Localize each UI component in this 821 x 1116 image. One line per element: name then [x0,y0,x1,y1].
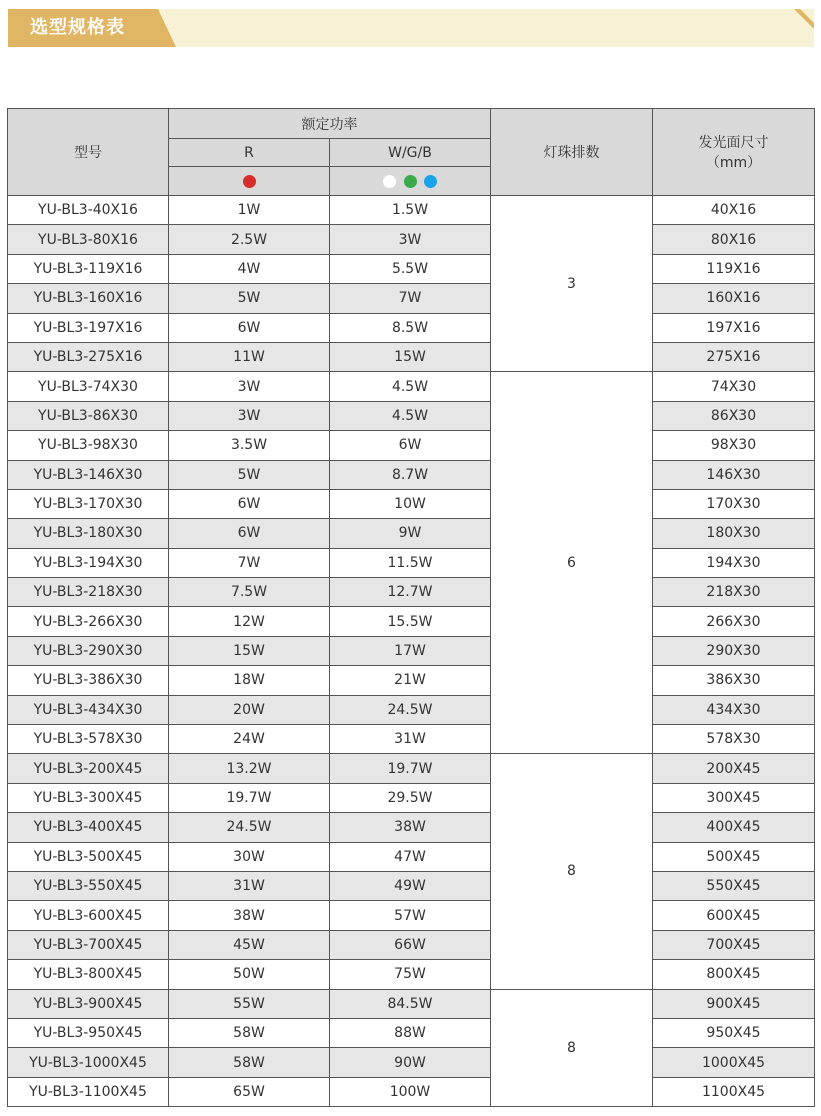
table-row [8,636,815,665]
cell-model: YU-BL3-600X45 [8,901,169,930]
table-row [8,489,815,518]
table-body [8,196,815,1107]
cell-power-r: 4W [169,254,330,283]
header-wgb-indicator [330,167,491,196]
cell-power-r: 13.2W [169,754,330,783]
table-row [8,401,815,430]
cell-power-r: 45W [169,930,330,959]
cell-model: YU-BL3-386X30 [8,666,169,695]
table-header [8,109,815,196]
cell-emitting-size: 218X30 [653,578,815,607]
cell-model: YU-BL3-194X30 [8,548,169,577]
cell-power-r: 5W [169,284,330,313]
cell-power-wgb: 57W [330,901,491,930]
cell-model: YU-BL3-80X16 [8,225,169,254]
header-r-indicator [169,167,330,196]
cell-power-wgb: 31W [330,725,491,754]
section-banner [8,9,814,47]
cell-power-wgb: 24.5W [330,695,491,724]
cell-power-wgb: 1.5W [330,196,491,225]
cell-power-r: 3.5W [169,431,330,460]
cell-emitting-size: 98X30 [653,431,815,460]
cell-model: YU-BL3-800X45 [8,960,169,989]
corner-fold-inner [800,9,814,23]
cell-model: YU-BL3-950X45 [8,1018,169,1047]
cell-model: YU-BL3-578X30 [8,725,169,754]
table-row [8,460,815,489]
cell-led-rows: 3 [491,196,653,372]
cell-model: YU-BL3-550X45 [8,871,169,900]
table-row [8,578,815,607]
cell-power-r: 5W [169,460,330,489]
cell-power-r: 2.5W [169,225,330,254]
cell-emitting-size: 194X30 [653,548,815,577]
cell-model: YU-BL3-160X16 [8,284,169,313]
cell-model: YU-BL3-98X30 [8,431,169,460]
cell-power-r: 15W [169,636,330,665]
cell-emitting-size: 578X30 [653,725,815,754]
header-rated-power: 额定功率 [169,109,491,139]
cell-model: YU-BL3-275X16 [8,342,169,371]
cell-emitting-size: 80X16 [653,225,815,254]
cell-power-wgb: 100W [330,1077,491,1106]
cell-power-r: 19.7W [169,783,330,812]
cell-power-r: 24W [169,725,330,754]
table-row [8,254,815,283]
cell-emitting-size: 386X30 [653,666,815,695]
cell-emitting-size: 900X45 [653,989,815,1018]
cell-power-r: 38W [169,901,330,930]
table-row [8,989,815,1018]
white-dot-icon [383,175,396,188]
cell-power-r: 30W [169,842,330,871]
cell-power-wgb: 84.5W [330,989,491,1018]
cell-emitting-size: 86X30 [653,401,815,430]
table-row [8,930,815,959]
cell-led-rows: 8 [491,989,653,1107]
header-model: 型号 [8,109,169,196]
cell-power-wgb: 17W [330,636,491,665]
header-led-rows: 灯珠排数 [491,109,653,196]
table-row [8,225,815,254]
cell-emitting-size: 1000X45 [653,1048,815,1077]
cell-power-wgb: 90W [330,1048,491,1077]
cell-model: YU-BL3-300X45 [8,783,169,812]
cell-power-r: 58W [169,1048,330,1077]
cell-model: YU-BL3-180X30 [8,519,169,548]
cell-emitting-size: 170X30 [653,489,815,518]
cell-power-r: 1W [169,196,330,225]
cell-emitting-size: 500X45 [653,842,815,871]
cell-model: YU-BL3-200X45 [8,754,169,783]
cell-power-r: 65W [169,1077,330,1106]
header-emitting-size-label: 发光面尺寸 [698,135,769,151]
green-dot-icon [404,175,417,188]
cell-model: YU-BL3-700X45 [8,930,169,959]
blue-dot-icon [424,175,437,188]
cell-power-wgb: 8.5W [330,313,491,342]
cell-emitting-size: 119X16 [653,254,815,283]
cell-model: YU-BL3-119X16 [8,254,169,283]
table-row [8,1077,815,1106]
red-dot-icon [243,175,256,188]
cell-power-r: 31W [169,871,330,900]
cell-power-wgb: 88W [330,1018,491,1047]
cell-power-wgb: 49W [330,871,491,900]
cell-emitting-size: 197X16 [653,313,815,342]
cell-emitting-size: 74X30 [653,372,815,401]
table-row [8,548,815,577]
cell-power-wgb: 3W [330,225,491,254]
cell-power-wgb: 47W [330,842,491,871]
cell-power-wgb: 9W [330,519,491,548]
cell-power-wgb: 4.5W [330,401,491,430]
cell-power-r: 3W [169,372,330,401]
cell-emitting-size: 700X45 [653,930,815,959]
table-row [8,519,815,548]
table-row [8,960,815,989]
cell-power-wgb: 7W [330,284,491,313]
cell-emitting-size: 950X45 [653,1018,815,1047]
cell-power-wgb: 6W [330,431,491,460]
cell-model: YU-BL3-170X30 [8,489,169,518]
cell-emitting-size: 146X30 [653,460,815,489]
cell-emitting-size: 1100X45 [653,1077,815,1106]
cell-led-rows: 6 [491,372,653,754]
table-row [8,313,815,342]
cell-emitting-size: 400X45 [653,813,815,842]
cell-power-r: 11W [169,342,330,371]
cell-model: YU-BL3-86X30 [8,401,169,430]
cell-model: YU-BL3-218X30 [8,578,169,607]
cell-emitting-size: 160X16 [653,284,815,313]
cell-power-r: 12W [169,607,330,636]
section-title: 选型规格表 [30,17,125,38]
header-emitting-size [653,109,815,196]
cell-model: YU-BL3-266X30 [8,607,169,636]
table-row [8,901,815,930]
cell-emitting-size: 550X45 [653,871,815,900]
cell-emitting-size: 266X30 [653,607,815,636]
header-emitting-size-unit: （mm） [705,155,762,171]
table-row [8,372,815,401]
cell-power-wgb: 21W [330,666,491,695]
cell-emitting-size: 434X30 [653,695,815,724]
cell-power-r: 6W [169,313,330,342]
cell-power-wgb: 29.5W [330,783,491,812]
cell-model: YU-BL3-1000X45 [8,1048,169,1077]
cell-model: YU-BL3-500X45 [8,842,169,871]
table-row [8,284,815,313]
table-row [8,754,815,783]
table-row [8,813,815,842]
cell-power-r: 6W [169,489,330,518]
cell-power-r: 18W [169,666,330,695]
cell-emitting-size: 300X45 [653,783,815,812]
cell-model: YU-BL3-900X45 [8,989,169,1018]
cell-model: YU-BL3-434X30 [8,695,169,724]
table-row [8,607,815,636]
table-row [8,1018,815,1047]
table-row [8,666,815,695]
header-wgb: W/G/B [330,139,491,167]
cell-power-wgb: 66W [330,930,491,959]
cell-power-wgb: 19.7W [330,754,491,783]
header-r: R [169,139,330,167]
cell-power-wgb: 4.5W [330,372,491,401]
table-row [8,1048,815,1077]
cell-model: YU-BL3-400X45 [8,813,169,842]
cell-power-r: 24.5W [169,813,330,842]
cell-model: YU-BL3-197X16 [8,313,169,342]
cell-emitting-size: 290X30 [653,636,815,665]
cell-power-wgb: 10W [330,489,491,518]
cell-emitting-size: 40X16 [653,196,815,225]
table-row [8,842,815,871]
cell-power-wgb: 12.7W [330,578,491,607]
table-row [8,783,815,812]
cell-power-r: 7W [169,548,330,577]
cell-power-wgb: 11.5W [330,548,491,577]
cell-power-wgb: 38W [330,813,491,842]
cell-model: YU-BL3-1100X45 [8,1077,169,1106]
cell-model: YU-BL3-146X30 [8,460,169,489]
cell-power-wgb: 75W [330,960,491,989]
cell-power-r: 6W [169,519,330,548]
table-row [8,725,815,754]
cell-power-r: 50W [169,960,330,989]
cell-emitting-size: 275X16 [653,342,815,371]
cell-power-wgb: 5.5W [330,254,491,283]
cell-power-r: 3W [169,401,330,430]
cell-emitting-size: 200X45 [653,754,815,783]
table-row [8,695,815,724]
cell-model: YU-BL3-74X30 [8,372,169,401]
cell-emitting-size: 180X30 [653,519,815,548]
cell-power-r: 20W [169,695,330,724]
table-row [8,431,815,460]
spec-table [7,108,815,1107]
cell-power-r: 7.5W [169,578,330,607]
cell-power-wgb: 15W [330,342,491,371]
cell-power-wgb: 15.5W [330,607,491,636]
cell-emitting-size: 800X45 [653,960,815,989]
table-row [8,342,815,371]
cell-emitting-size: 600X45 [653,901,815,930]
cell-model: YU-BL3-40X16 [8,196,169,225]
cell-power-r: 55W [169,989,330,1018]
cell-led-rows: 8 [491,754,653,989]
cell-power-wgb: 8.7W [330,460,491,489]
table-row [8,196,815,225]
cell-model: YU-BL3-290X30 [8,636,169,665]
cell-power-r: 58W [169,1018,330,1047]
table-row [8,871,815,900]
